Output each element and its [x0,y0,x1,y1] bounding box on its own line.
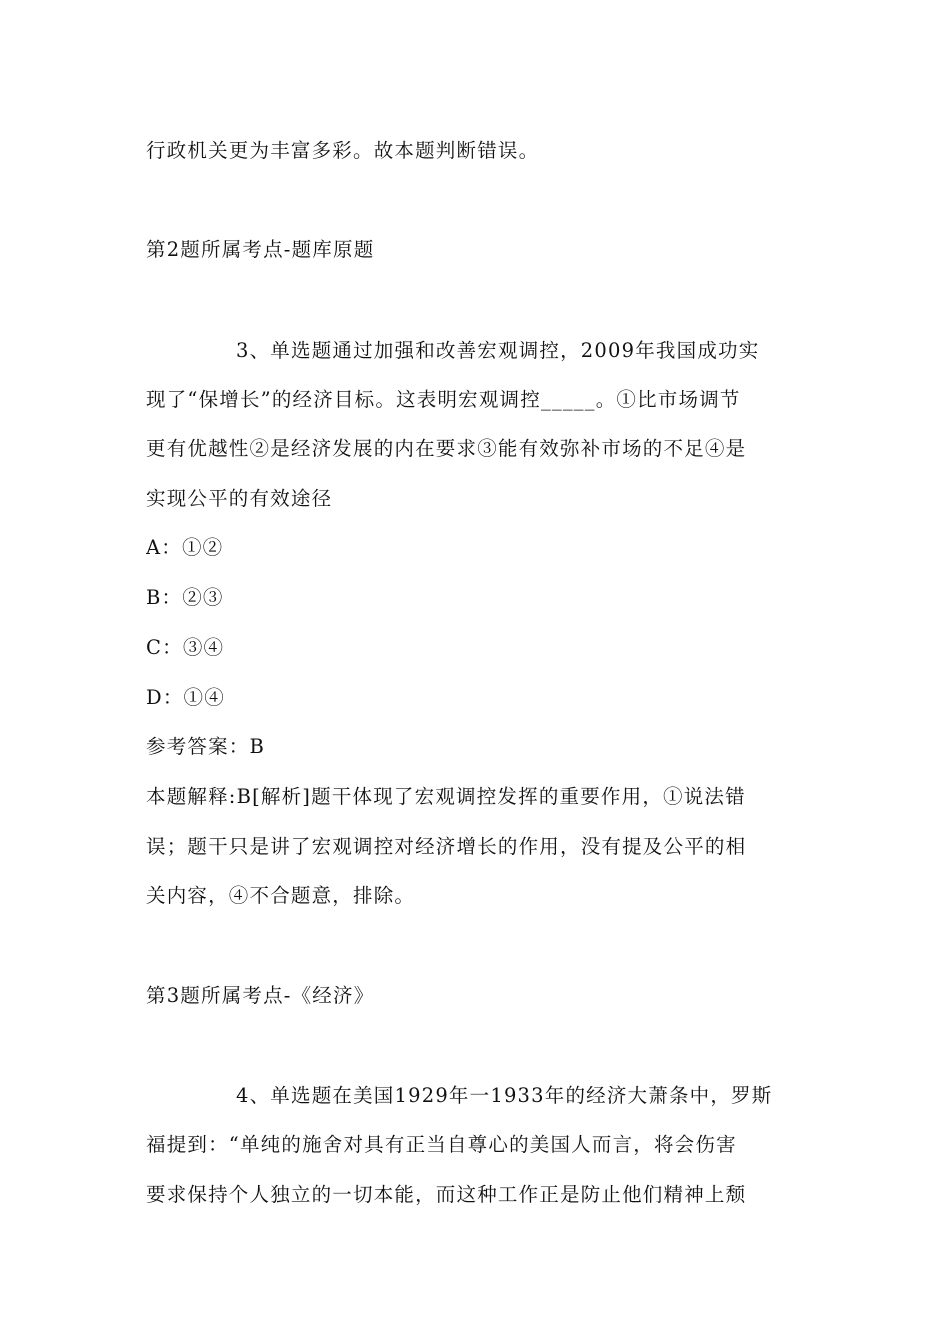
q4-stem-line-3: 要求保持个人独立的一切本能，而这种工作正是防止他们精神上颓 [146,1183,747,1206]
q3-explanation-line-3: 关内容，④不合题意，排除。 [146,884,416,907]
q3-option-d: D：①④ [146,686,225,709]
q4-stem-line-1: 4、单选题在美国1929年一1933年的经济大萧条中，罗斯 [236,1084,773,1107]
q2-knowledge-point: 第2题所属考点-题库原题 [146,238,375,261]
previous-explanation-tail: 行政机关更为丰富多彩。故本题判断错误。 [146,139,540,162]
q3-stem-line-1: 3、单选题通过加强和改善宏观调控，2009年我国成功实 [236,339,760,362]
q4-stem-line-2: 福提到：“单纯的施舍对具有正当自尊心的美国人而言，将会伤害 [146,1133,737,1156]
q3-explanation-line-1: 本题解释:B[解析]题干体现了宏观调控发挥的重要作用，①说法错 [146,785,746,808]
q3-explanation-line-2: 误；题干只是讲了宏观调控对经济增长的作用，没有提及公平的相 [146,835,747,858]
q3-option-a: A：①② [146,536,224,559]
q3-option-c: C：③④ [146,636,225,659]
q3-stem-line-4: 实现公平的有效途径 [146,487,333,510]
q3-stem-line-3: 更有优越性②是经济发展的内在要求③能有效弥补市场的不足④是 [146,437,747,460]
q3-stem-line-2: 现了“保增长”的经济目标。这表明宏观调控_____。①比市场调节 [146,388,741,411]
q3-knowledge-point: 第3题所属考点-《经济》 [146,984,375,1007]
q3-answer: 参考答案：B [146,735,266,758]
q3-option-b: B：②③ [146,586,224,609]
